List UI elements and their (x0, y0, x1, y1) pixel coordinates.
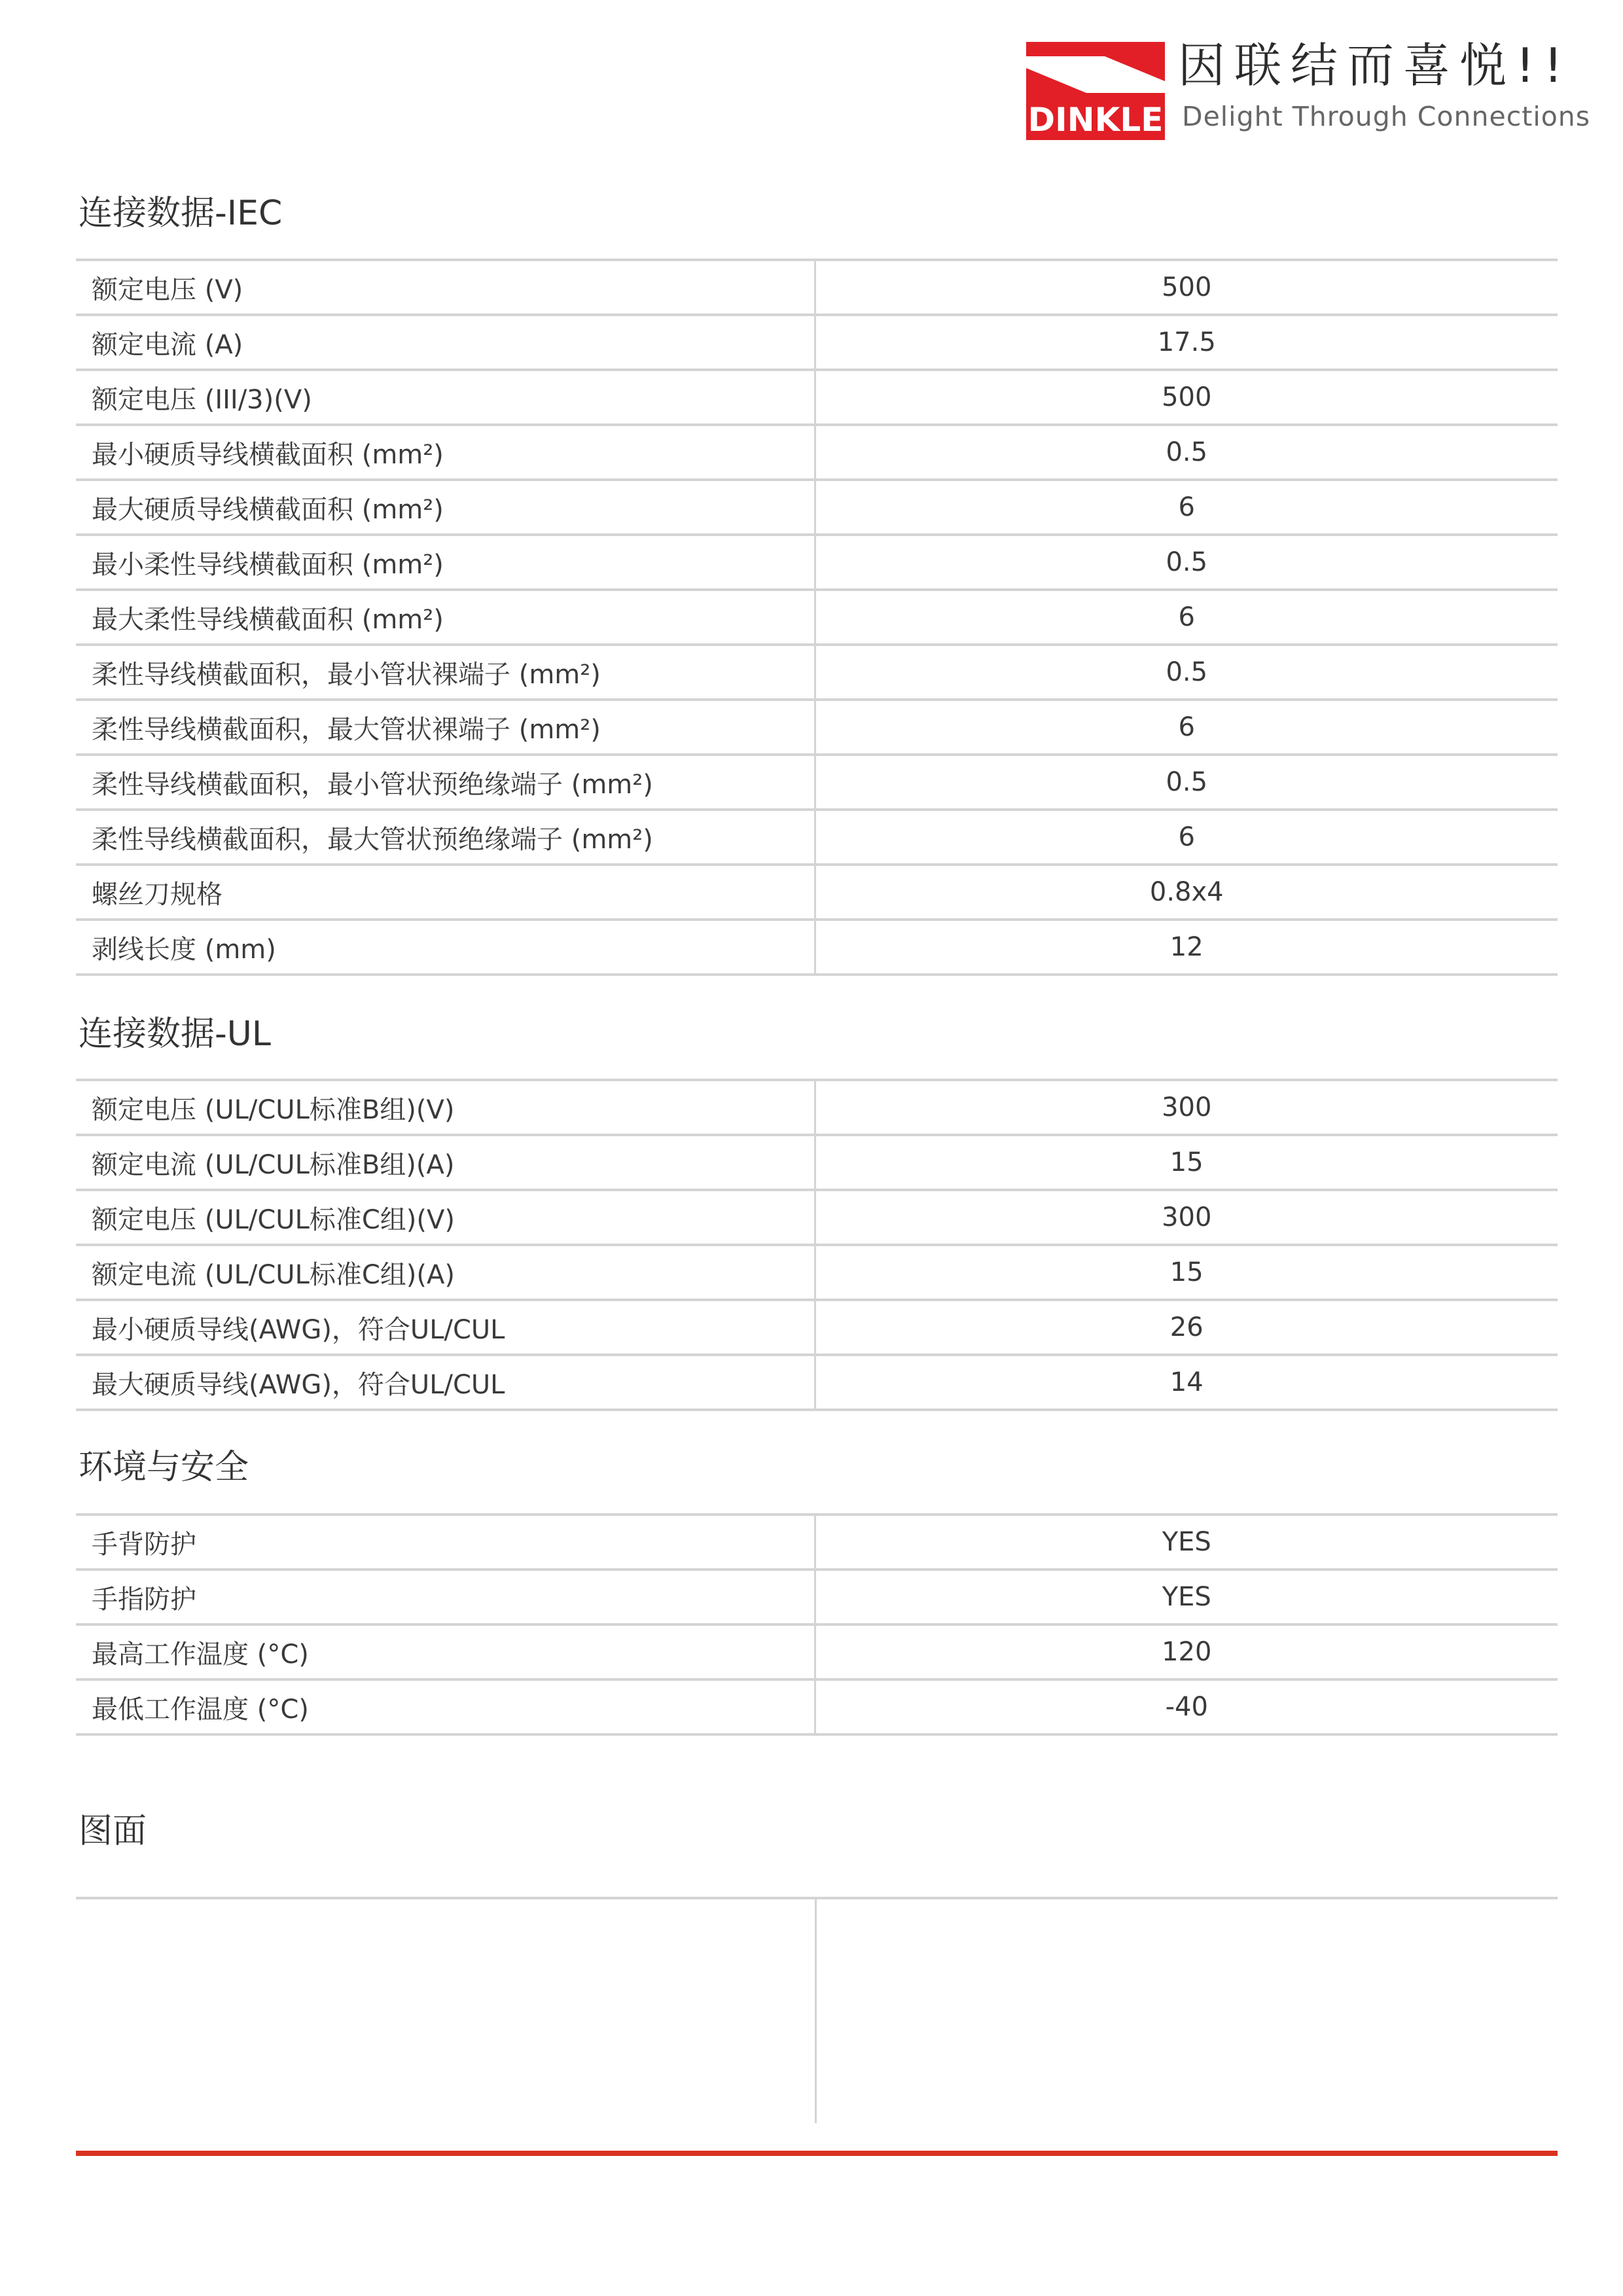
logo-brand-text: DINKLE (1027, 101, 1164, 139)
table-row (76, 590, 1558, 645)
spec-label: 最小硬质导线(AWG)，符合UL/CUL (76, 1300, 815, 1355)
spec-value: 0.8x4 (815, 865, 1558, 920)
table-row (76, 1135, 1558, 1190)
spec-value: 300 (815, 1080, 1558, 1135)
spec-label: 手背防护 (76, 1515, 815, 1570)
spec-value: 300 (815, 1190, 1558, 1245)
section-title-ul: 连接数据-UL (79, 1014, 271, 1054)
spec-label: 最小硬质导线横截面积 (mm²) (76, 425, 815, 480)
table-row (76, 425, 1558, 480)
spec-value: 14 (815, 1355, 1558, 1410)
spec-label: 最大硬质导线横截面积 (mm²) (76, 480, 815, 535)
spec-label: 最大柔性导线横截面积 (mm²) (76, 590, 815, 645)
section-title-drawing: 图面 (79, 1812, 147, 1851)
table-row (76, 1080, 1558, 1135)
spec-value: 6 (815, 590, 1558, 645)
spec-value: 15 (815, 1135, 1558, 1190)
spec-value: YES (815, 1570, 1558, 1624)
spec-label: 最高工作温度 (°C) (76, 1624, 815, 1679)
spec-label: 额定电压 (V) (76, 260, 815, 315)
spec-value: 6 (815, 810, 1558, 865)
spec-value: 12 (815, 920, 1558, 975)
dinkle-logo-mark-icon (1026, 42, 1165, 140)
table-row (76, 370, 1558, 425)
spec-value: 0.5 (815, 425, 1558, 480)
section-title-iec: 连接数据-IEC (79, 194, 283, 233)
slogan-chinese: 因联结而喜悦!! (1178, 38, 1572, 93)
spec-label: 额定电压 (UL/CUL标准B组)(V) (76, 1080, 815, 1135)
spec-value: 500 (815, 260, 1558, 315)
table-row (76, 315, 1558, 370)
table-row (76, 700, 1558, 755)
table-row (76, 810, 1558, 865)
table-row (76, 645, 1558, 700)
spec-label: 额定电压 (UL/CUL标准C组)(V) (76, 1190, 815, 1245)
spec-value: 26 (815, 1300, 1558, 1355)
company-logo (1026, 38, 1591, 143)
slogan-english: Delight Through Connections (1182, 101, 1591, 132)
table-row (76, 1190, 1558, 1245)
iec-spec-table (76, 259, 1558, 976)
spec-label: 最小柔性导线横截面积 (mm²) (76, 535, 815, 590)
table-row (76, 1515, 1558, 1570)
spec-value: 17.5 (815, 315, 1558, 370)
spec-label: 剥线长度 (mm) (76, 920, 815, 975)
section-title-environment: 环境与安全 (79, 1448, 249, 1487)
spec-value: 500 (815, 370, 1558, 425)
spec-value: 120 (815, 1624, 1558, 1679)
spec-value: 0.5 (815, 645, 1558, 700)
footer-divider (76, 2151, 1558, 2156)
table-row (76, 1300, 1558, 1355)
spec-label: 额定电流 (A) (76, 315, 815, 370)
drawing-area (76, 1897, 1558, 2123)
ul-spec-table (76, 1079, 1558, 1411)
table-row (76, 755, 1558, 810)
spec-value: YES (815, 1515, 1558, 1570)
spec-label: 柔性导线横截面积，最大管状预绝缘端子 (mm²) (76, 810, 815, 865)
spec-value: 0.5 (815, 755, 1558, 810)
spec-label: 螺丝刀规格 (76, 865, 815, 920)
spec-label: 额定电压 (III/3)(V) (76, 370, 815, 425)
spec-label: 手指防护 (76, 1570, 815, 1624)
spec-value: 0.5 (815, 535, 1558, 590)
spec-label: 额定电流 (UL/CUL标准C组)(A) (76, 1245, 815, 1300)
spec-label: 最大硬质导线(AWG)，符合UL/CUL (76, 1355, 815, 1410)
spec-value: 15 (815, 1245, 1558, 1300)
table-row (76, 1624, 1558, 1679)
spec-value: 6 (815, 480, 1558, 535)
table-row (76, 920, 1558, 975)
spec-label: 柔性导线横截面积，最小管状裸端子 (mm²) (76, 645, 815, 700)
table-row (76, 865, 1558, 920)
table-row (76, 480, 1558, 535)
table-row (76, 1570, 1558, 1624)
table-row (76, 1245, 1558, 1300)
spec-value: -40 (815, 1679, 1558, 1734)
environment-spec-table (76, 1513, 1558, 1736)
spec-value: 6 (815, 700, 1558, 755)
table-row (76, 535, 1558, 590)
drawing-divider (815, 1899, 817, 2123)
spec-label: 柔性导线横截面积，最小管状预绝缘端子 (mm²) (76, 755, 815, 810)
table-row (76, 1679, 1558, 1734)
spec-label: 最低工作温度 (°C) (76, 1679, 815, 1734)
spec-label: 柔性导线横截面积，最大管状裸端子 (mm²) (76, 700, 815, 755)
table-row (76, 260, 1558, 315)
spec-label: 额定电流 (UL/CUL标准B组)(A) (76, 1135, 815, 1190)
table-row (76, 1355, 1558, 1410)
